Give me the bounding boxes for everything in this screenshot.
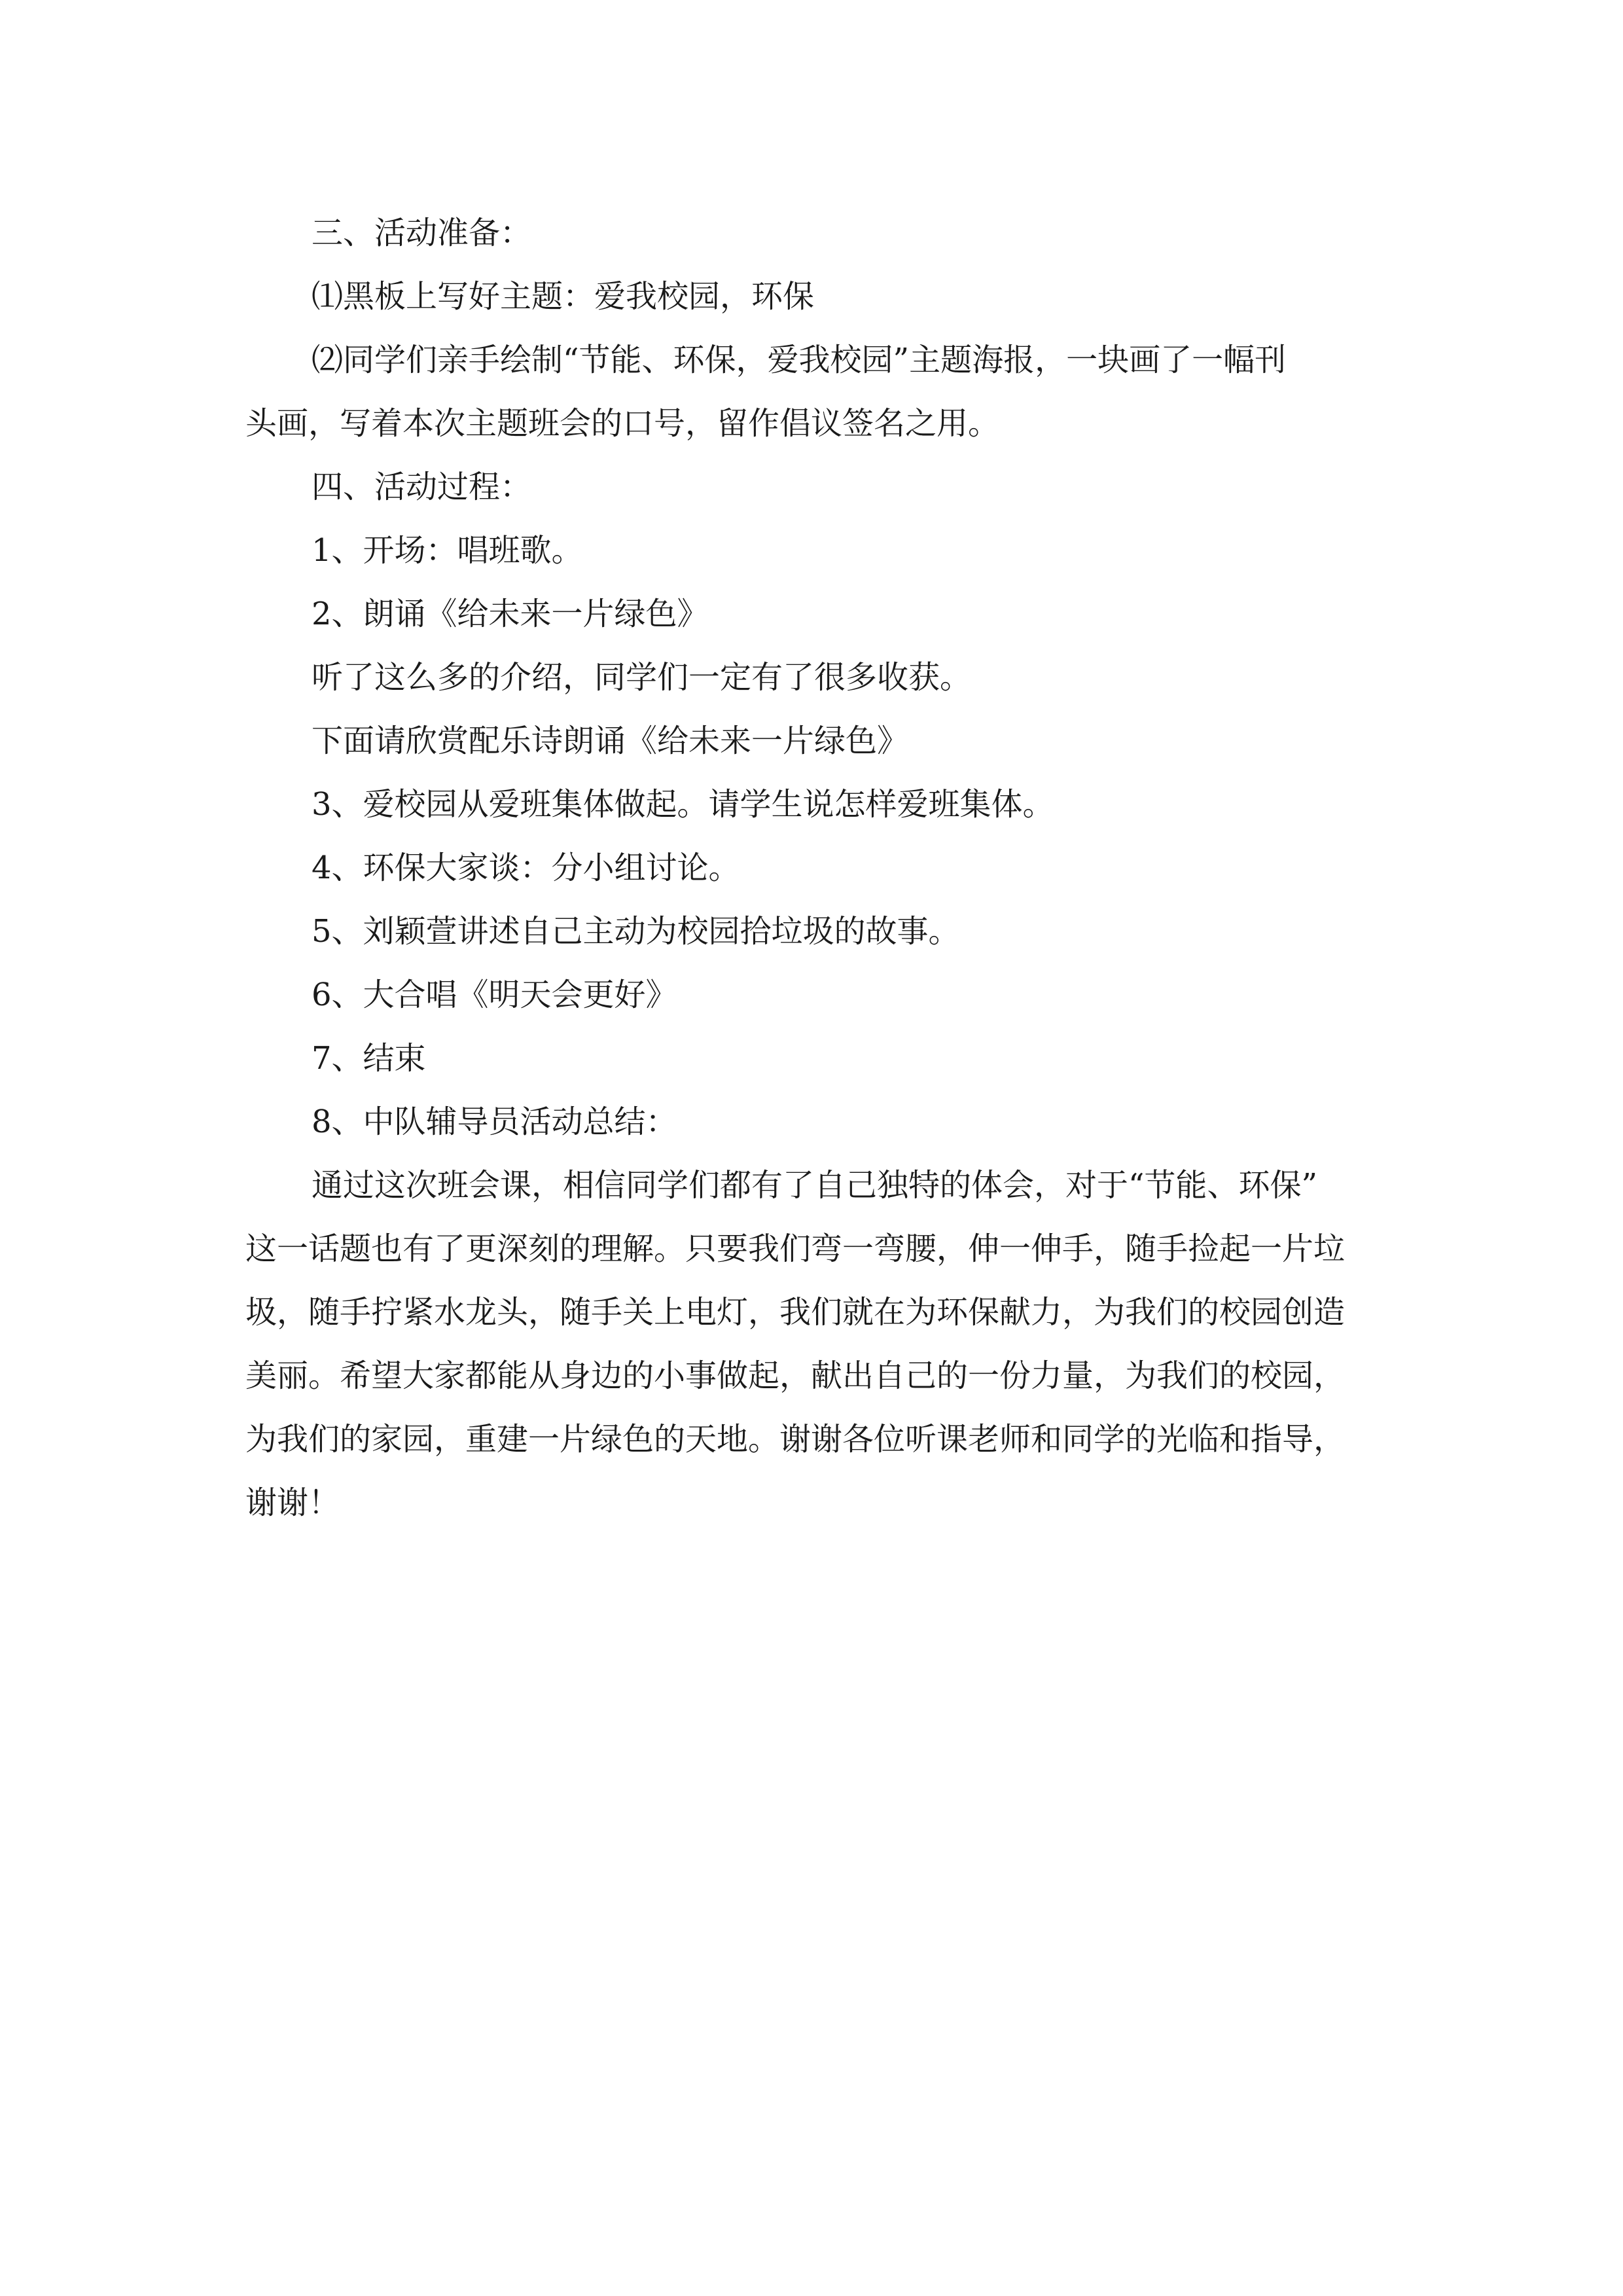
summary-paragraph-line: 为我们的家园，重建一片绿色的天地。谢谢各位听课老师和同学的光临和指导， <box>245 1421 1346 1458</box>
process-step-7: 7、结束 <box>312 1040 426 1077</box>
section-heading-preparation: 三、活动准备： <box>312 215 532 251</box>
summary-paragraph-line: 圾，随手拧紧水龙头，随手关上电灯，我们就在为环保献力，为我们的校园创造 <box>245 1294 1346 1331</box>
summary-paragraph-line: 通过这次班会课，相信同学们都有了自己独特的体会，对于“节能、环保” <box>312 1167 1318 1204</box>
process-step-6: 6、大合唱《明天会更好》 <box>312 977 677 1013</box>
process-step-3: 3、爱校园从爱班集体做起。请学生说怎样爱班集体。 <box>312 786 1054 823</box>
process-step-8: 8、中队辅导员活动总结： <box>312 1103 677 1140</box>
summary-paragraph-line: 美丽。希望大家都能从身边的小事做起，献出自己的一份力量，为我们的校园， <box>245 1357 1346 1394</box>
process-step-5: 5、刘颖萱讲述自己主动为校园拾垃圾的故事。 <box>312 913 960 950</box>
summary-paragraph-line: 谢谢！ <box>245 1484 340 1521</box>
process-step-4: 4、环保大家谈：分小组讨论。 <box>312 850 740 886</box>
preparation-item-2-continued: 头画，写着本次主题班会的口号，留作倡议签名之用。 <box>245 405 1000 442</box>
summary-paragraph-line: 这一话题也有了更深刻的理解。只要我们弯一弯腰，伸一伸手，随手捡起一片垃 <box>245 1230 1346 1267</box>
preparation-item-2: ⑵同学们亲手绘制“节能、环保，爱我校园”主题海报，一块画了一幅刊 <box>312 342 1287 378</box>
section-heading-process: 四、活动过程： <box>312 469 532 505</box>
document-body <box>245 202 1384 1535</box>
process-step-1: 1、开场：唱班歌。 <box>312 532 583 569</box>
process-step-2: 2、朗诵《给未来一片绿色》 <box>312 596 709 632</box>
preparation-item-1: ⑴黑板上写好主题：爱我校园，环保 <box>312 278 815 315</box>
paragraph-line: 听了这么多的介绍，同学们一定有了很多收获。 <box>312 659 972 696</box>
paragraph-line: 下面请欣赏配乐诗朗诵《给未来一片绿色》 <box>312 723 909 759</box>
